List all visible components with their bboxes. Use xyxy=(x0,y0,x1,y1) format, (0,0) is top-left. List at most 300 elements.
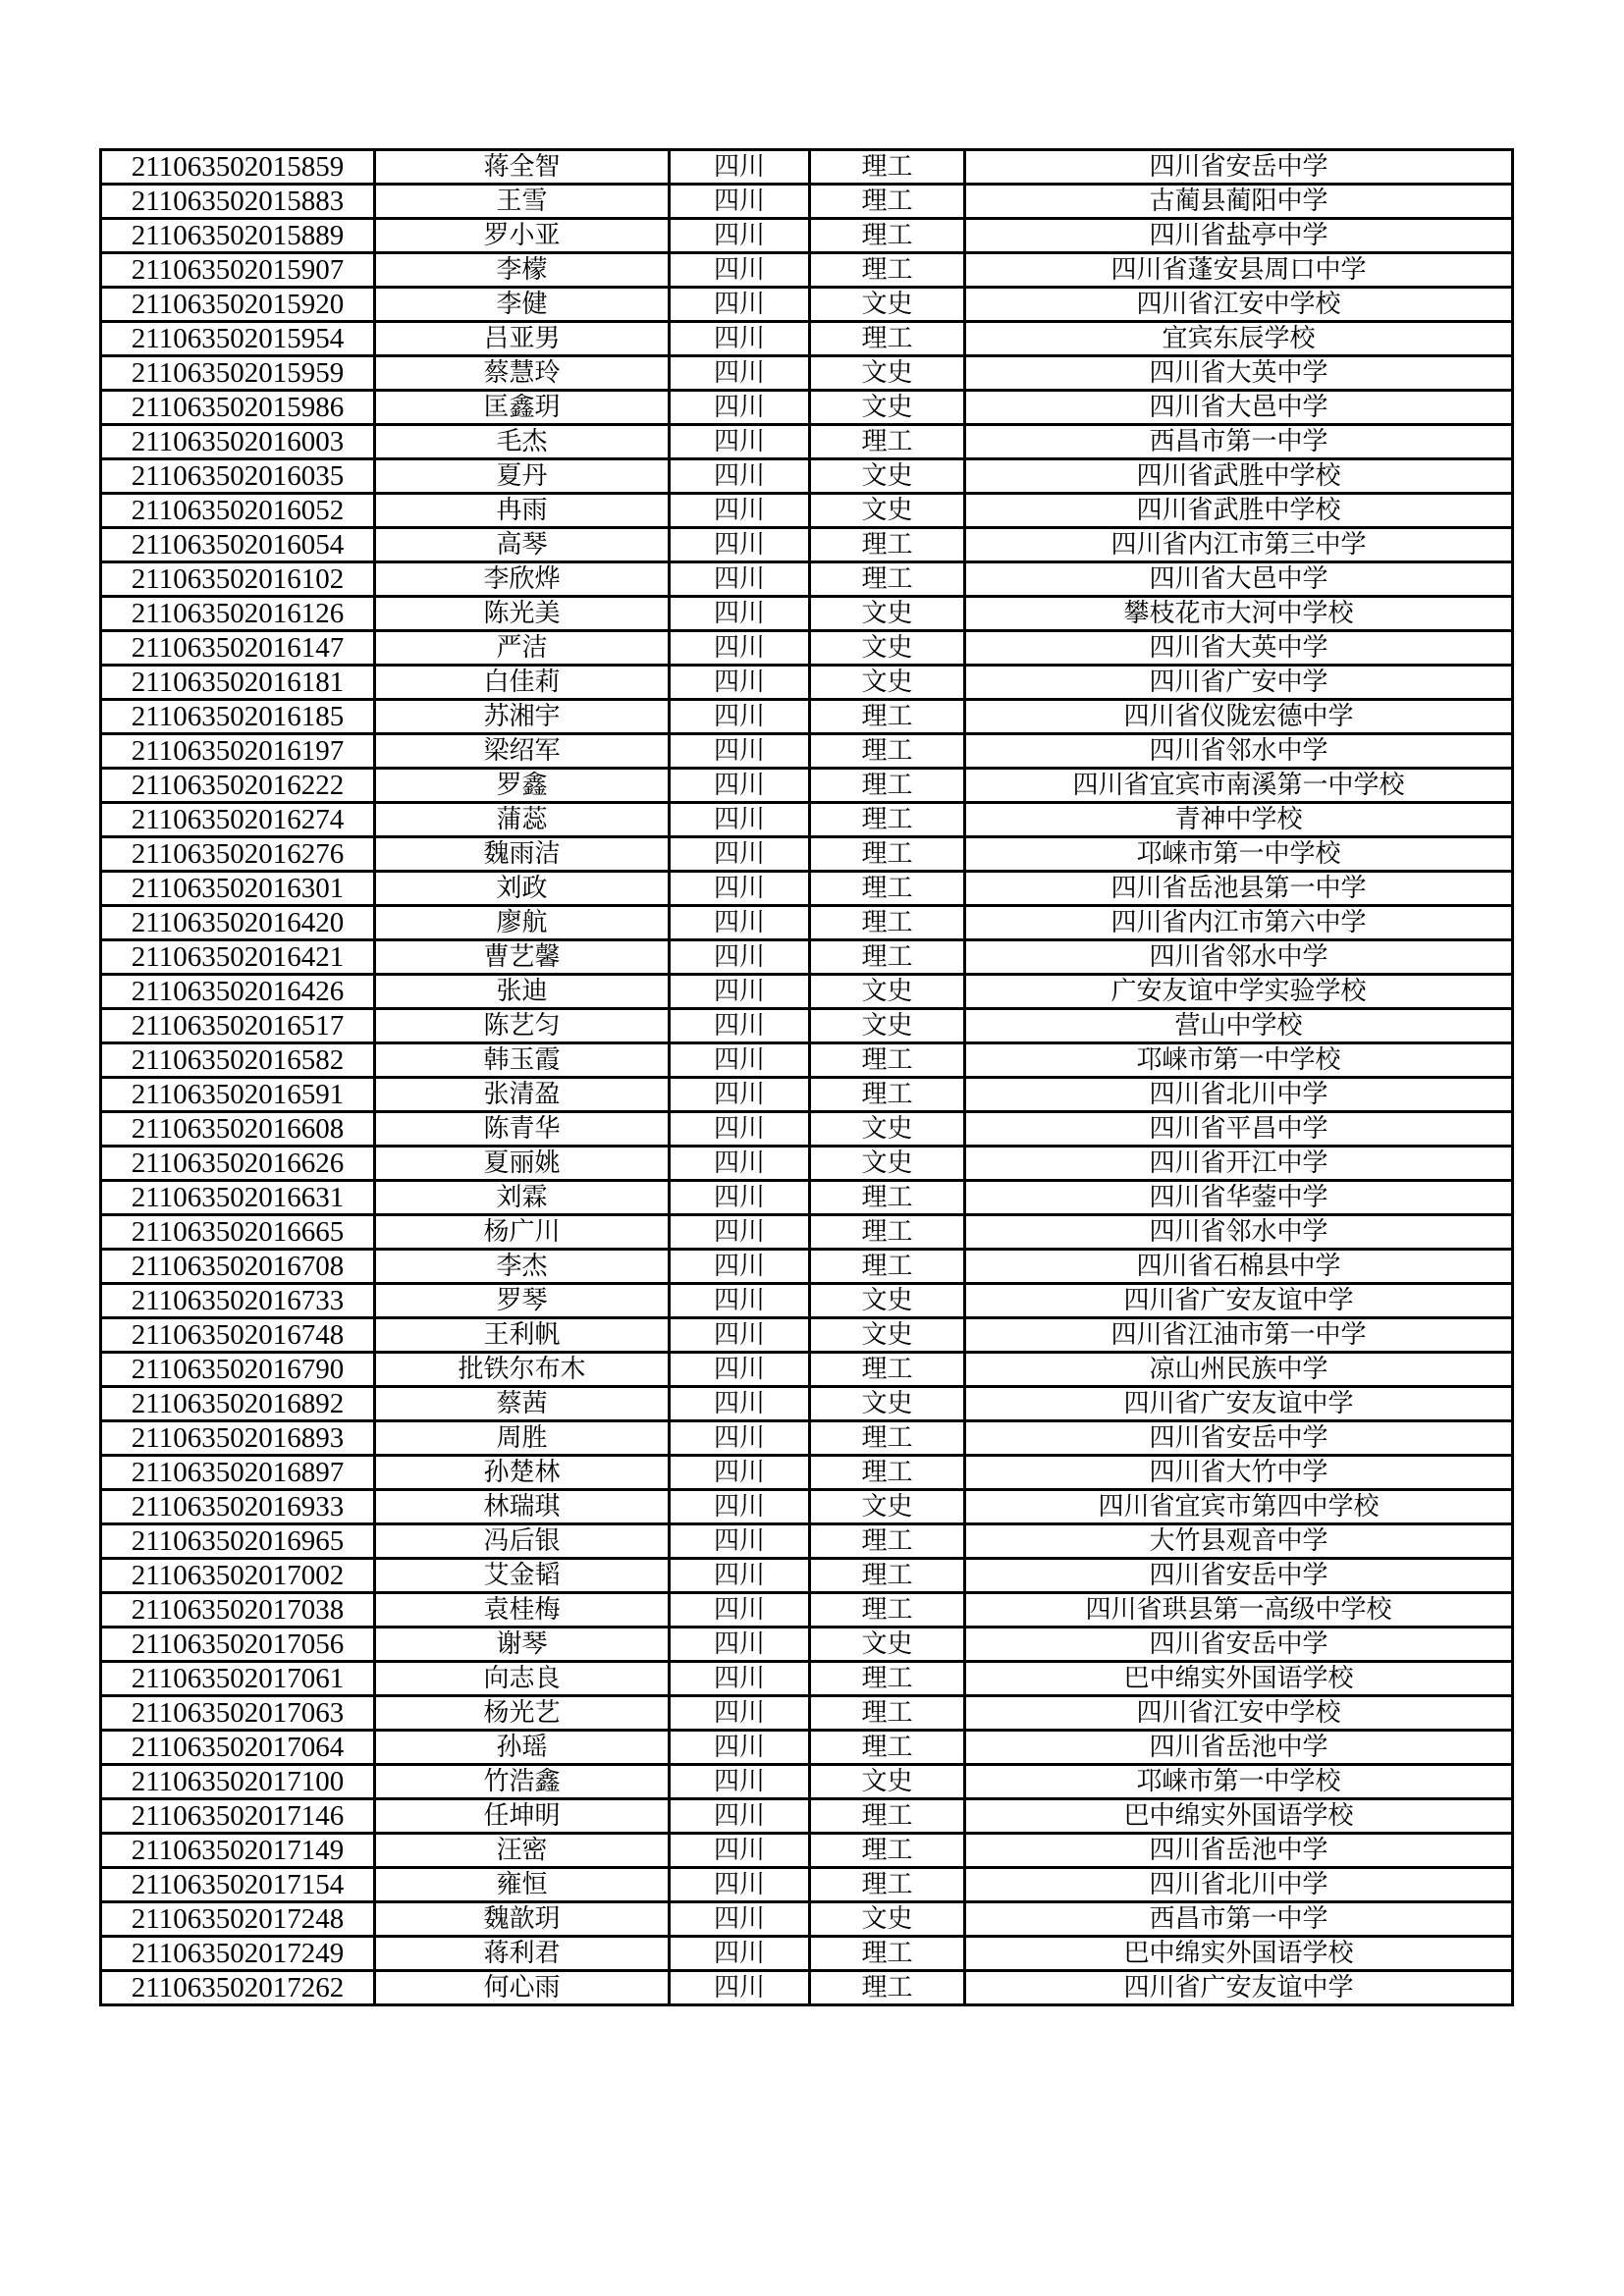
admission-list-table xyxy=(99,148,1514,2006)
subject-track-cell: 理工 xyxy=(810,1662,965,1696)
province-cell: 四川 xyxy=(670,1902,810,1937)
province-cell: 四川 xyxy=(670,1765,810,1799)
candidate-id-cell: 211063502016147 xyxy=(101,631,375,666)
table-row xyxy=(101,322,1513,356)
province-cell: 四川 xyxy=(670,494,810,528)
student-name-cell: 孙瑶 xyxy=(375,1731,670,1765)
school-name-cell: 大竹县观音中学 xyxy=(965,1524,1513,1559)
student-name-cell: 吕亚男 xyxy=(375,322,670,356)
candidate-id-cell: 211063502016181 xyxy=(101,666,375,700)
province-cell: 四川 xyxy=(670,1078,810,1112)
student-name-cell: 林瑞琪 xyxy=(375,1490,670,1524)
school-name-cell: 营山中学校 xyxy=(965,1009,1513,1043)
candidate-id-cell: 211063502016892 xyxy=(101,1387,375,1421)
province-cell: 四川 xyxy=(670,1318,810,1353)
student-name-cell: 苏湘宇 xyxy=(375,700,670,734)
student-name-cell: 袁桂梅 xyxy=(375,1593,670,1628)
province-cell: 四川 xyxy=(670,1043,810,1078)
student-name-cell: 严洁 xyxy=(375,631,670,666)
subject-track-cell: 文史 xyxy=(810,356,965,391)
table-row xyxy=(101,1112,1513,1147)
school-name-cell: 四川省安岳中学 xyxy=(965,1628,1513,1662)
student-name-cell: 高琴 xyxy=(375,528,670,562)
subject-track-cell: 文史 xyxy=(810,391,965,425)
table-row xyxy=(101,425,1513,459)
candidate-id-cell: 211063502016052 xyxy=(101,494,375,528)
province-cell: 四川 xyxy=(670,1696,810,1731)
subject-track-cell: 理工 xyxy=(810,425,965,459)
student-name-cell: 白佳莉 xyxy=(375,666,670,700)
candidate-id-cell: 211063502016035 xyxy=(101,459,375,494)
subject-track-cell: 理工 xyxy=(810,562,965,597)
school-name-cell: 四川省广安友谊中学 xyxy=(965,1971,1513,2005)
table-row xyxy=(101,1318,1513,1353)
province-cell: 四川 xyxy=(670,459,810,494)
table-row xyxy=(101,288,1513,322)
province-cell: 四川 xyxy=(670,562,810,597)
candidate-id-cell: 211063502016126 xyxy=(101,597,375,631)
student-name-cell: 孙楚林 xyxy=(375,1456,670,1490)
school-name-cell: 四川省蓬安县周口中学 xyxy=(965,253,1513,288)
student-name-cell: 陈艺匀 xyxy=(375,1009,670,1043)
student-name-cell: 陈青华 xyxy=(375,1112,670,1147)
province-cell: 四川 xyxy=(670,1250,810,1284)
table-row xyxy=(101,219,1513,253)
candidate-id-cell: 211063502017146 xyxy=(101,1799,375,1834)
candidate-id-cell: 211063502017038 xyxy=(101,1593,375,1628)
candidate-id-cell: 211063502017249 xyxy=(101,1937,375,1971)
student-name-cell: 魏歆玥 xyxy=(375,1902,670,1937)
subject-track-cell: 理工 xyxy=(810,803,965,837)
student-name-cell: 周胜 xyxy=(375,1421,670,1456)
school-name-cell: 四川省岳池中学 xyxy=(965,1834,1513,1868)
student-name-cell: 张迪 xyxy=(375,975,670,1009)
table-row xyxy=(101,1834,1513,1868)
student-name-cell: 梁绍军 xyxy=(375,734,670,769)
student-name-cell: 刘政 xyxy=(375,872,670,906)
candidate-id-cell: 211063502015959 xyxy=(101,356,375,391)
candidate-id-cell: 211063502017064 xyxy=(101,1731,375,1765)
school-name-cell: 四川省广安中学 xyxy=(965,666,1513,700)
school-name-cell: 四川省邻水中学 xyxy=(965,734,1513,769)
table-row xyxy=(101,631,1513,666)
student-name-cell: 夏丹 xyxy=(375,459,670,494)
table-row xyxy=(101,1731,1513,1765)
candidate-id-cell: 211063502016197 xyxy=(101,734,375,769)
school-name-cell: 四川省邻水中学 xyxy=(965,1215,1513,1250)
student-name-cell: 王雪 xyxy=(375,185,670,219)
subject-track-cell: 文史 xyxy=(810,1490,965,1524)
table-row xyxy=(101,769,1513,803)
subject-track-cell: 理工 xyxy=(810,1078,965,1112)
province-cell: 四川 xyxy=(670,1009,810,1043)
province-cell: 四川 xyxy=(670,1181,810,1215)
candidate-id-cell: 211063502015907 xyxy=(101,253,375,288)
candidate-id-cell: 211063502016426 xyxy=(101,975,375,1009)
school-name-cell: 四川省广安友谊中学 xyxy=(965,1387,1513,1421)
province-cell: 四川 xyxy=(670,1593,810,1628)
school-name-cell: 四川省平昌中学 xyxy=(965,1112,1513,1147)
school-name-cell: 四川省内江市第六中学 xyxy=(965,906,1513,940)
school-name-cell: 西昌市第一中学 xyxy=(965,1902,1513,1937)
student-name-cell: 魏雨洁 xyxy=(375,837,670,872)
table-row xyxy=(101,1009,1513,1043)
table-row xyxy=(101,906,1513,940)
table-body xyxy=(101,150,1513,2005)
subject-track-cell: 理工 xyxy=(810,1456,965,1490)
table-row xyxy=(101,1662,1513,1696)
school-name-cell: 邛崃市第一中学校 xyxy=(965,1765,1513,1799)
candidate-id-cell: 211063502016582 xyxy=(101,1043,375,1078)
subject-track-cell: 理工 xyxy=(810,1181,965,1215)
candidate-id-cell: 211063502016003 xyxy=(101,425,375,459)
school-name-cell: 古蔺县蔺阳中学 xyxy=(965,185,1513,219)
school-name-cell: 四川省安岳中学 xyxy=(965,1421,1513,1456)
subject-track-cell: 文史 xyxy=(810,1318,965,1353)
candidate-id-cell: 211063502015920 xyxy=(101,288,375,322)
student-name-cell: 罗鑫 xyxy=(375,769,670,803)
student-name-cell: 任坤明 xyxy=(375,1799,670,1834)
candidate-id-cell: 211063502016733 xyxy=(101,1284,375,1318)
table-row xyxy=(101,975,1513,1009)
school-name-cell: 凉山州民族中学 xyxy=(965,1353,1513,1387)
province-cell: 四川 xyxy=(670,1731,810,1765)
table-row xyxy=(101,1421,1513,1456)
student-name-cell: 曹艺馨 xyxy=(375,940,670,975)
candidate-id-cell: 211063502017002 xyxy=(101,1559,375,1593)
school-name-cell: 巴中绵实外国语学校 xyxy=(965,1799,1513,1834)
table-row xyxy=(101,1902,1513,1937)
province-cell: 四川 xyxy=(670,1284,810,1318)
school-name-cell: 攀枝花市大河中学校 xyxy=(965,597,1513,631)
student-name-cell: 谢琴 xyxy=(375,1628,670,1662)
province-cell: 四川 xyxy=(670,1353,810,1387)
student-name-cell: 冯后银 xyxy=(375,1524,670,1559)
student-name-cell: 陈光美 xyxy=(375,597,670,631)
table-row xyxy=(101,1559,1513,1593)
table-row xyxy=(101,666,1513,700)
subject-track-cell: 理工 xyxy=(810,1421,965,1456)
subject-track-cell: 文史 xyxy=(810,975,965,1009)
table-row xyxy=(101,597,1513,631)
candidate-id-cell: 211063502017063 xyxy=(101,1696,375,1731)
table-row xyxy=(101,1799,1513,1834)
province-cell: 四川 xyxy=(670,150,810,185)
candidate-id-cell: 211063502017100 xyxy=(101,1765,375,1799)
subject-track-cell: 理工 xyxy=(810,940,965,975)
subject-track-cell: 理工 xyxy=(810,1799,965,1834)
candidate-id-cell: 211063502016933 xyxy=(101,1490,375,1524)
school-name-cell: 西昌市第一中学 xyxy=(965,425,1513,459)
province-cell: 四川 xyxy=(670,803,810,837)
student-name-cell: 罗小亚 xyxy=(375,219,670,253)
school-name-cell: 四川省宜宾市南溪第一中学校 xyxy=(965,769,1513,803)
table-row xyxy=(101,356,1513,391)
student-name-cell: 匡鑫玥 xyxy=(375,391,670,425)
student-name-cell: 蔡慧玲 xyxy=(375,356,670,391)
table-row xyxy=(101,528,1513,562)
school-name-cell: 宜宾东辰学校 xyxy=(965,322,1513,356)
subject-track-cell: 文史 xyxy=(810,494,965,528)
province-cell: 四川 xyxy=(670,975,810,1009)
school-name-cell: 青神中学校 xyxy=(965,803,1513,837)
subject-track-cell: 理工 xyxy=(810,700,965,734)
table-row xyxy=(101,1215,1513,1250)
table-row xyxy=(101,1456,1513,1490)
school-name-cell: 四川省华蓥中学 xyxy=(965,1181,1513,1215)
student-name-cell: 李杰 xyxy=(375,1250,670,1284)
school-name-cell: 四川省武胜中学校 xyxy=(965,459,1513,494)
school-name-cell: 四川省武胜中学校 xyxy=(965,494,1513,528)
subject-track-cell: 理工 xyxy=(810,1937,965,1971)
province-cell: 四川 xyxy=(670,391,810,425)
subject-track-cell: 理工 xyxy=(810,253,965,288)
subject-track-cell: 文史 xyxy=(810,666,965,700)
table-row xyxy=(101,1043,1513,1078)
table-row xyxy=(101,1353,1513,1387)
province-cell: 四川 xyxy=(670,1147,810,1181)
school-name-cell: 四川省江安中学校 xyxy=(965,288,1513,322)
school-name-cell: 四川省大英中学 xyxy=(965,631,1513,666)
school-name-cell: 四川省江安中学校 xyxy=(965,1696,1513,1731)
school-name-cell: 邛崃市第一中学校 xyxy=(965,837,1513,872)
subject-track-cell: 文史 xyxy=(810,1902,965,1937)
student-name-cell: 雍恒 xyxy=(375,1868,670,1902)
candidate-id-cell: 211063502015883 xyxy=(101,185,375,219)
candidate-id-cell: 211063502015889 xyxy=(101,219,375,253)
province-cell: 四川 xyxy=(670,1559,810,1593)
student-name-cell: 韩玉霞 xyxy=(375,1043,670,1078)
student-name-cell: 批铁尔布木 xyxy=(375,1353,670,1387)
candidate-id-cell: 211063502016276 xyxy=(101,837,375,872)
province-cell: 四川 xyxy=(670,185,810,219)
province-cell: 四川 xyxy=(670,1215,810,1250)
school-name-cell: 四川省安岳中学 xyxy=(965,150,1513,185)
candidate-id-cell: 211063502017262 xyxy=(101,1971,375,2005)
subject-track-cell: 文史 xyxy=(810,1765,965,1799)
candidate-id-cell: 211063502016274 xyxy=(101,803,375,837)
table-row xyxy=(101,734,1513,769)
province-cell: 四川 xyxy=(670,631,810,666)
school-name-cell: 四川省内江市第三中学 xyxy=(965,528,1513,562)
subject-track-cell: 文史 xyxy=(810,459,965,494)
table-row xyxy=(101,1490,1513,1524)
table-row xyxy=(101,459,1513,494)
student-name-cell: 罗琴 xyxy=(375,1284,670,1318)
subject-track-cell: 理工 xyxy=(810,1731,965,1765)
province-cell: 四川 xyxy=(670,1799,810,1834)
candidate-id-cell: 211063502016626 xyxy=(101,1147,375,1181)
province-cell: 四川 xyxy=(670,219,810,253)
subject-track-cell: 理工 xyxy=(810,1559,965,1593)
subject-track-cell: 理工 xyxy=(810,1868,965,1902)
school-name-cell: 四川省石棉县中学 xyxy=(965,1250,1513,1284)
school-name-cell: 四川省大英中学 xyxy=(965,356,1513,391)
subject-track-cell: 理工 xyxy=(810,872,965,906)
province-cell: 四川 xyxy=(670,322,810,356)
subject-track-cell: 理工 xyxy=(810,1971,965,2005)
province-cell: 四川 xyxy=(670,1868,810,1902)
student-name-cell: 杨光艺 xyxy=(375,1696,670,1731)
candidate-id-cell: 211063502015986 xyxy=(101,391,375,425)
school-name-cell: 四川省大邑中学 xyxy=(965,562,1513,597)
subject-track-cell: 理工 xyxy=(810,185,965,219)
student-name-cell: 王利帆 xyxy=(375,1318,670,1353)
table-row xyxy=(101,1628,1513,1662)
subject-track-cell: 文史 xyxy=(810,1628,965,1662)
student-name-cell: 艾金韬 xyxy=(375,1559,670,1593)
school-name-cell: 四川省广安友谊中学 xyxy=(965,1284,1513,1318)
candidate-id-cell: 211063502016517 xyxy=(101,1009,375,1043)
school-name-cell: 四川省江油市第一中学 xyxy=(965,1318,1513,1353)
table-row xyxy=(101,837,1513,872)
student-name-cell: 汪密 xyxy=(375,1834,670,1868)
subject-track-cell: 文史 xyxy=(810,1284,965,1318)
province-cell: 四川 xyxy=(670,528,810,562)
table-row xyxy=(101,1147,1513,1181)
province-cell: 四川 xyxy=(670,288,810,322)
subject-track-cell: 文史 xyxy=(810,1112,965,1147)
province-cell: 四川 xyxy=(670,1662,810,1696)
candidate-id-cell: 211063502016748 xyxy=(101,1318,375,1353)
candidate-id-cell: 211063502016054 xyxy=(101,528,375,562)
school-name-cell: 四川省岳池县第一中学 xyxy=(965,872,1513,906)
candidate-id-cell: 211063502016591 xyxy=(101,1078,375,1112)
table-row xyxy=(101,562,1513,597)
table-row xyxy=(101,1078,1513,1112)
school-name-cell: 四川省大邑中学 xyxy=(965,391,1513,425)
student-name-cell: 蒋全智 xyxy=(375,150,670,185)
candidate-id-cell: 211063502016790 xyxy=(101,1353,375,1387)
school-name-cell: 四川省宜宾市第四中学校 xyxy=(965,1490,1513,1524)
candidate-id-cell: 211063502016665 xyxy=(101,1215,375,1250)
subject-track-cell: 理工 xyxy=(810,322,965,356)
table-row xyxy=(101,1868,1513,1902)
table-row xyxy=(101,1524,1513,1559)
province-cell: 四川 xyxy=(670,1490,810,1524)
table-row xyxy=(101,1284,1513,1318)
student-name-cell: 杨广川 xyxy=(375,1215,670,1250)
subject-track-cell: 理工 xyxy=(810,150,965,185)
school-name-cell: 四川省岳池中学 xyxy=(965,1731,1513,1765)
candidate-id-cell: 211063502016897 xyxy=(101,1456,375,1490)
school-name-cell: 四川省开江中学 xyxy=(965,1147,1513,1181)
candidate-id-cell: 211063502016708 xyxy=(101,1250,375,1284)
province-cell: 四川 xyxy=(670,769,810,803)
candidate-id-cell: 211063502015859 xyxy=(101,150,375,185)
table-row xyxy=(101,253,1513,288)
province-cell: 四川 xyxy=(670,837,810,872)
school-name-cell: 四川省仪陇宏德中学 xyxy=(965,700,1513,734)
province-cell: 四川 xyxy=(670,1971,810,2005)
subject-track-cell: 文史 xyxy=(810,288,965,322)
province-cell: 四川 xyxy=(670,734,810,769)
subject-track-cell: 文史 xyxy=(810,631,965,666)
student-name-cell: 李檬 xyxy=(375,253,670,288)
candidate-id-cell: 211063502016420 xyxy=(101,906,375,940)
candidate-id-cell: 211063502017056 xyxy=(101,1628,375,1662)
province-cell: 四川 xyxy=(670,1421,810,1456)
table-row xyxy=(101,1181,1513,1215)
candidate-id-cell: 211063502016102 xyxy=(101,562,375,597)
school-name-cell: 巴中绵实外国语学校 xyxy=(965,1937,1513,1971)
subject-track-cell: 理工 xyxy=(810,1250,965,1284)
student-name-cell: 竹浩鑫 xyxy=(375,1765,670,1799)
candidate-id-cell: 211063502016421 xyxy=(101,940,375,975)
subject-track-cell: 理工 xyxy=(810,734,965,769)
student-name-cell: 蒲蕊 xyxy=(375,803,670,837)
student-name-cell: 何心雨 xyxy=(375,1971,670,2005)
subject-track-cell: 文史 xyxy=(810,1387,965,1421)
province-cell: 四川 xyxy=(670,872,810,906)
school-name-cell: 四川省北川中学 xyxy=(965,1078,1513,1112)
province-cell: 四川 xyxy=(670,700,810,734)
table-row xyxy=(101,185,1513,219)
table-row xyxy=(101,1593,1513,1628)
school-name-cell: 邛崃市第一中学校 xyxy=(965,1043,1513,1078)
subject-track-cell: 理工 xyxy=(810,1043,965,1078)
candidate-id-cell: 211063502016631 xyxy=(101,1181,375,1215)
table-row xyxy=(101,1250,1513,1284)
province-cell: 四川 xyxy=(670,940,810,975)
subject-track-cell: 文史 xyxy=(810,1147,965,1181)
province-cell: 四川 xyxy=(670,253,810,288)
student-name-cell: 蒋利君 xyxy=(375,1937,670,1971)
student-name-cell: 蔡茜 xyxy=(375,1387,670,1421)
school-name-cell: 四川省安岳中学 xyxy=(965,1559,1513,1593)
student-name-cell: 向志良 xyxy=(375,1662,670,1696)
table-row xyxy=(101,700,1513,734)
student-name-cell: 廖航 xyxy=(375,906,670,940)
subject-track-cell: 理工 xyxy=(810,1524,965,1559)
student-name-cell: 刘霖 xyxy=(375,1181,670,1215)
province-cell: 四川 xyxy=(670,1387,810,1421)
student-name-cell: 张清盈 xyxy=(375,1078,670,1112)
province-cell: 四川 xyxy=(670,666,810,700)
subject-track-cell: 理工 xyxy=(810,528,965,562)
candidate-id-cell: 211063502017149 xyxy=(101,1834,375,1868)
candidate-id-cell: 211063502016965 xyxy=(101,1524,375,1559)
table-row xyxy=(101,940,1513,975)
province-cell: 四川 xyxy=(670,356,810,391)
student-name-cell: 李欣烨 xyxy=(375,562,670,597)
table-row xyxy=(101,150,1513,185)
student-name-cell: 夏丽姚 xyxy=(375,1147,670,1181)
candidate-id-cell: 211063502016185 xyxy=(101,700,375,734)
candidate-id-cell: 211063502016301 xyxy=(101,872,375,906)
subject-track-cell: 理工 xyxy=(810,1215,965,1250)
table-row xyxy=(101,1387,1513,1421)
candidate-id-cell: 211063502017248 xyxy=(101,1902,375,1937)
table-row xyxy=(101,1696,1513,1731)
school-name-cell: 四川省珙县第一高级中学校 xyxy=(965,1593,1513,1628)
province-cell: 四川 xyxy=(670,597,810,631)
candidate-id-cell: 211063502016893 xyxy=(101,1421,375,1456)
table-row xyxy=(101,1971,1513,2005)
province-cell: 四川 xyxy=(670,1456,810,1490)
table-row xyxy=(101,872,1513,906)
subject-track-cell: 理工 xyxy=(810,906,965,940)
student-name-cell: 冉雨 xyxy=(375,494,670,528)
student-name-cell: 毛杰 xyxy=(375,425,670,459)
subject-track-cell: 文史 xyxy=(810,1009,965,1043)
table-row xyxy=(101,1765,1513,1799)
province-cell: 四川 xyxy=(670,1112,810,1147)
table-row xyxy=(101,391,1513,425)
table-row xyxy=(101,803,1513,837)
subject-track-cell: 理工 xyxy=(810,1696,965,1731)
subject-track-cell: 理工 xyxy=(810,769,965,803)
